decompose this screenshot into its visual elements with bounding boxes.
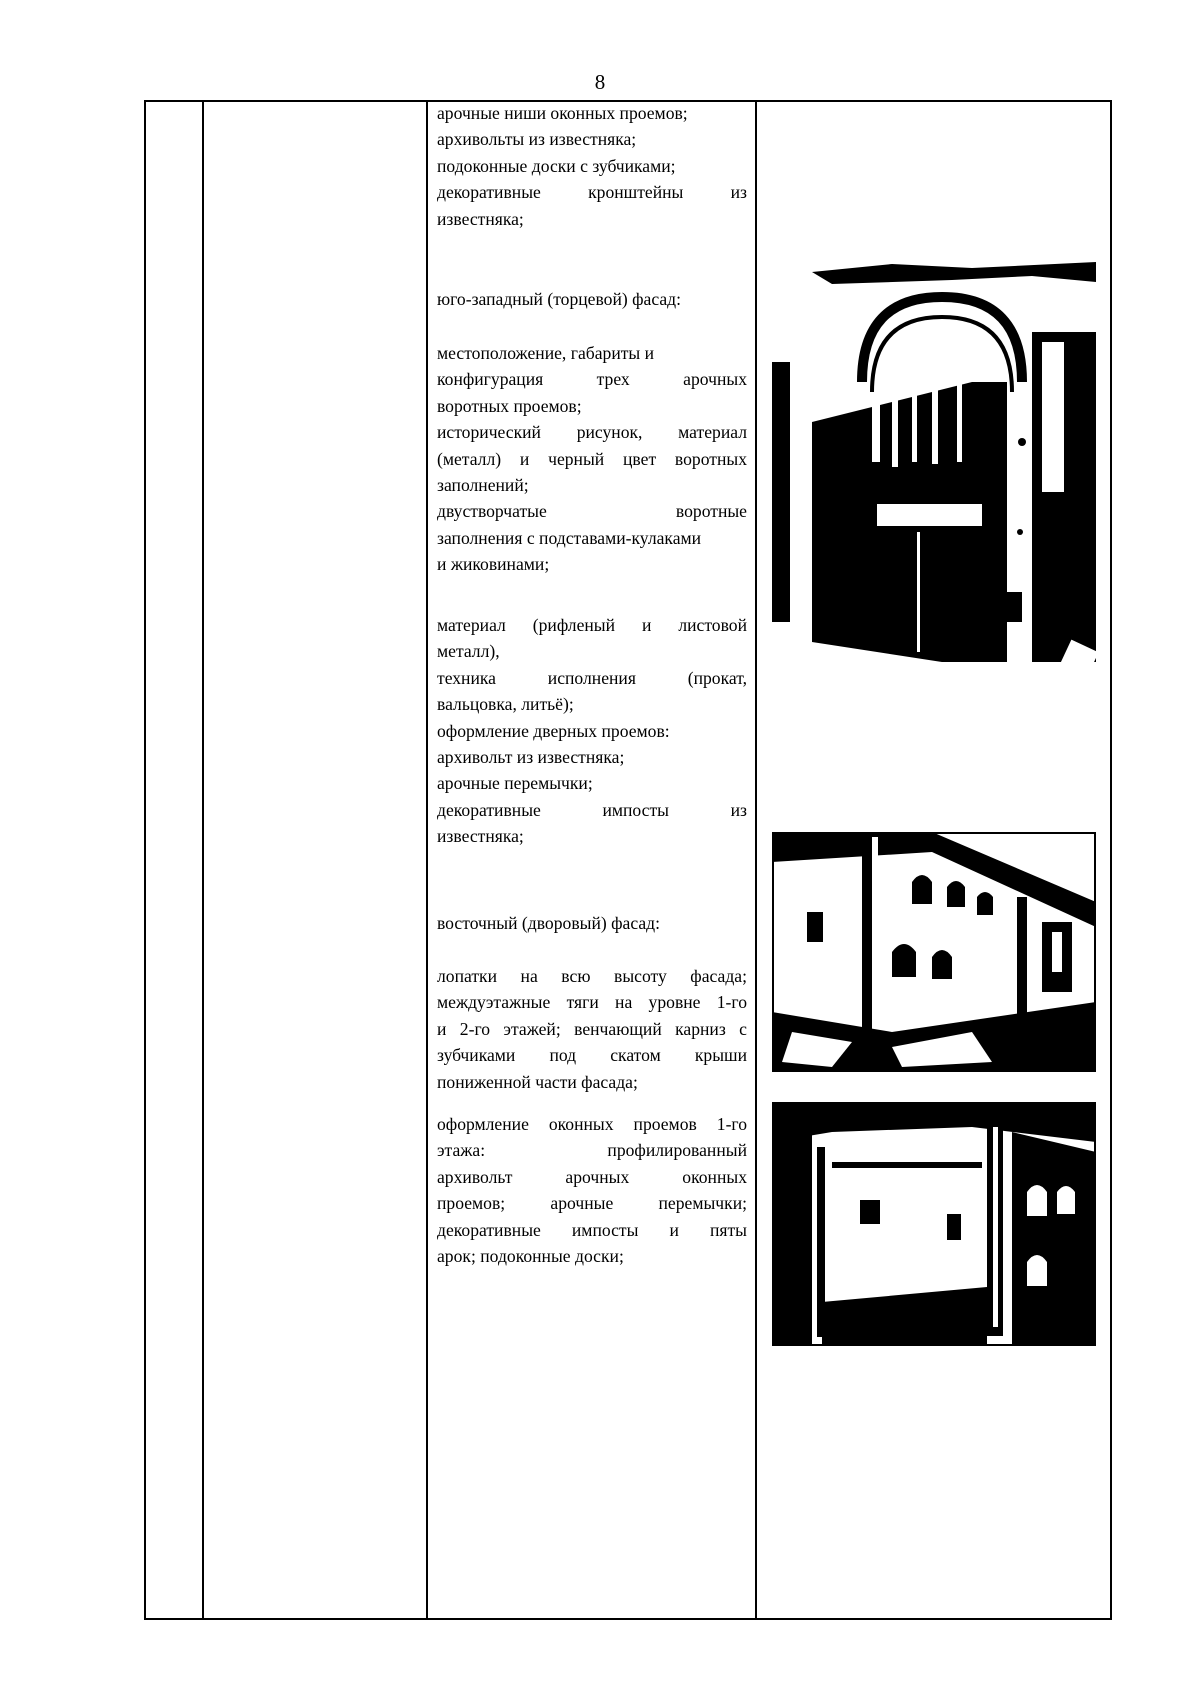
text-line: заполнений; — [437, 475, 529, 496]
text-line: местоположение, габариты и — [437, 343, 655, 363]
text-line: арочные ниши оконных проемов; — [437, 103, 688, 123]
text-line: металл), — [437, 641, 500, 662]
text-line: проемов; арочные перемычки; — [437, 1193, 747, 1214]
photo-courtyard-2 — [772, 1102, 1096, 1346]
text-line: арок; подоконные доски; — [437, 1246, 624, 1267]
paragraph — [437, 963, 747, 1095]
text-line: заполнения с подставами-кулаками — [437, 527, 702, 548]
paragraph — [437, 340, 747, 578]
text-line: арочные перемычки; — [437, 773, 593, 794]
page-number: 8 — [594, 70, 606, 94]
text-line: пониженной части фасада; — [437, 1071, 638, 1092]
text-line: лопатки на всю высоту фасада; — [437, 966, 747, 986]
text-line: архивольты из известняка; — [437, 129, 637, 150]
text-line: декоративные импосты и пяты — [437, 1219, 747, 1240]
text-line: и 2-го этажей; венчающий карниз с — [437, 1018, 747, 1039]
paragraph — [437, 1111, 747, 1269]
text-line: (металл) и черный цвет воротных — [437, 448, 747, 469]
text-line: архивольт арочных оконных — [437, 1166, 747, 1187]
text-line: известняка; — [437, 826, 524, 847]
text-line: зубчиками под скатом крыши — [437, 1045, 747, 1066]
text-line: юго-западный (торцевой) фасад: — [437, 289, 682, 309]
paragraph — [437, 612, 747, 850]
text-line: воротных проемов; — [437, 395, 582, 416]
text-line: техника исполнения (прокат, — [437, 667, 747, 688]
text-line: и жиковинами; — [437, 554, 550, 575]
text-line: материал (рифленый и листовой — [437, 615, 747, 635]
text-line: оформление дверных проемов: — [437, 720, 670, 741]
text-line: подоконные доски с зубчиками; — [437, 155, 676, 176]
text-line: этажа: профилированный — [437, 1140, 747, 1161]
text-line: восточный (дворовый) фасад: — [437, 913, 660, 933]
paragraph — [437, 100, 747, 232]
text-line: исторический рисунок, материал — [437, 422, 747, 443]
text-line: междуэтажные тяги на уровне 1-го — [437, 992, 747, 1013]
photo-courtyard-1 — [772, 832, 1096, 1072]
column-divider — [755, 102, 757, 1618]
photo-gate — [772, 262, 1096, 694]
text-line: декоративные кронштейны из — [437, 182, 747, 203]
text-line: архивольт из известняка; — [437, 747, 625, 768]
column-divider — [202, 102, 204, 1618]
column-divider — [426, 102, 428, 1618]
text-line: конфигурация трех арочных — [437, 369, 747, 390]
text-line: известняка; — [437, 208, 524, 229]
text-line: вальцовка, литьё); — [437, 694, 574, 715]
text-line: декоративные импосты из — [437, 799, 747, 820]
text-line: двустворчатые воротные — [437, 501, 747, 522]
text-line: оформление оконных проемов 1-го — [437, 1114, 747, 1134]
section-heading — [437, 910, 747, 936]
section-heading — [437, 286, 747, 312]
